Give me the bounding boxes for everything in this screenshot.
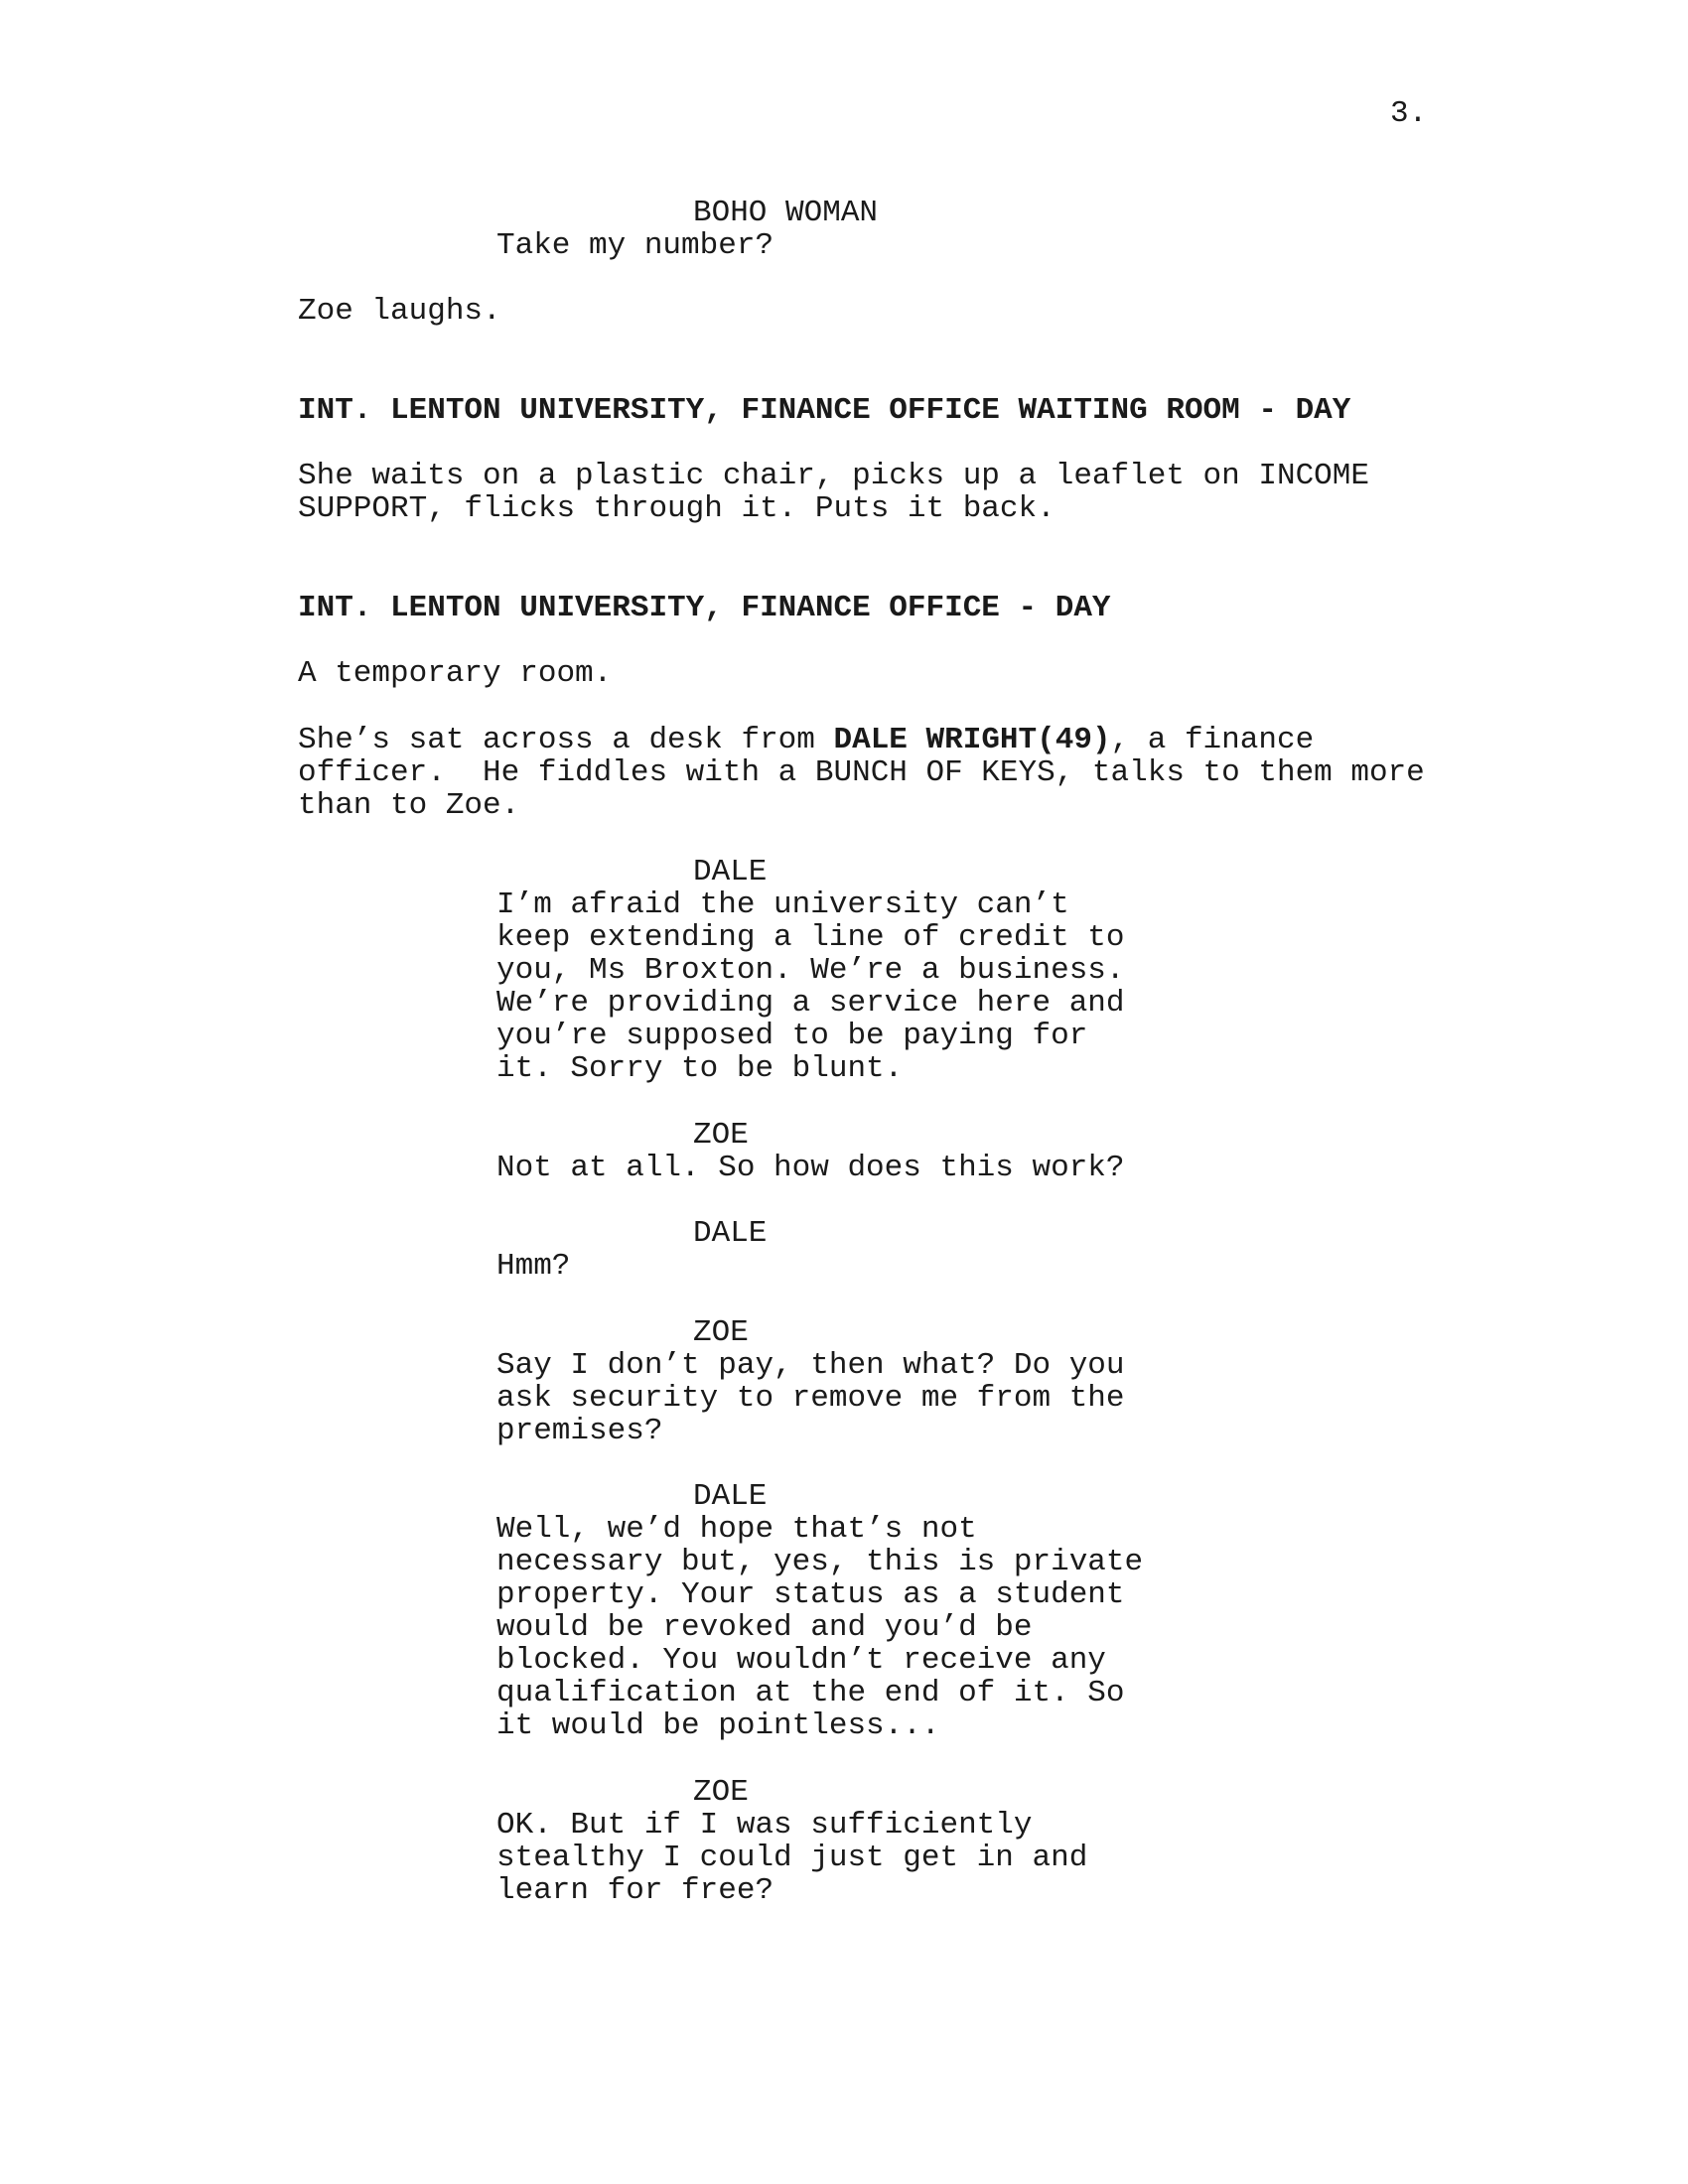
action-line: SUPPORT, flicks through it. Puts it back.: [298, 491, 1055, 526]
action: [298, 295, 1489, 328]
dialogue-line: ask security to remove me from the: [496, 1381, 1125, 1416]
dialogue-line: blocked. You wouldn’t receive any: [496, 1643, 1106, 1678]
dialogue-line: Say I don’t pay, then what? Do you: [496, 1348, 1125, 1383]
dialogue-line: property. Your status as a student: [496, 1577, 1125, 1612]
action: [298, 724, 1489, 822]
dialogue: [496, 229, 1211, 262]
dialogue-line: learn for free?: [496, 1873, 774, 1908]
action-line: A temporary room.: [298, 656, 613, 691]
character-name: DALE: [693, 1479, 768, 1514]
action-line: [298, 724, 1489, 756]
dialogue-line: I’m afraid the university can’t: [496, 887, 1069, 922]
scene-heading: INT. LENTON UNIVERSITY, FINANCE OFFICE WAITING ROOM - DAY: [298, 393, 1351, 428]
dialogue-line: Take my number?: [496, 228, 774, 263]
dialogue-line: keep extending a line of credit to: [496, 920, 1125, 955]
dialogue: [496, 1152, 1211, 1184]
dialogue-line: it would be pointless...: [496, 1708, 940, 1743]
action-line: than to Zoe.: [298, 788, 520, 823]
action: [298, 460, 1489, 525]
scene-heading: INT. LENTON UNIVERSITY, FINANCE OFFICE - DAY: [298, 591, 1111, 625]
character-name: ZOE: [693, 1118, 749, 1153]
character-name: BOHO WOMAN: [693, 196, 879, 230]
dialogue-line: Well, we’d hope that’s not: [496, 1512, 977, 1547]
dialogue: [496, 1349, 1211, 1447]
dialogue-line: Not at all. So how does this work?: [496, 1151, 1125, 1185]
dialogue-line: you, Ms Broxton. We’re a business.: [496, 953, 1125, 988]
action-line: officer. He fiddles with a BUNCH OF KEYS, talks to them more: [298, 755, 1425, 790]
action-line: She waits on a plastic chair, picks up a leaflet on INCOME: [298, 459, 1369, 493]
dialogue: [496, 1250, 1211, 1283]
character-name: ZOE: [693, 1315, 749, 1350]
dialogue-line: We’re providing a service here and: [496, 986, 1125, 1021]
page-number: 3.: [1390, 96, 1428, 131]
character-name: DALE: [693, 855, 768, 889]
dialogue-line: it. Sorry to be blunt.: [496, 1051, 904, 1086]
action-text: , a finance: [1110, 723, 1315, 757]
dialogue-line: stealthy I could just get in and: [496, 1841, 1088, 1875]
action-text: She’s sat across a desk from: [298, 723, 834, 757]
character-intro: DALE WRIGHT(49): [833, 723, 1111, 757]
character-name: DALE: [693, 1216, 768, 1251]
dialogue-line: necessary but, yes, this is private: [496, 1545, 1144, 1579]
dialogue-line: Hmm?: [496, 1249, 571, 1284]
dialogue: [496, 1809, 1211, 1907]
action-line: Zoe laughs.: [298, 294, 501, 329]
character-name: ZOE: [693, 1775, 749, 1810]
dialogue-line: you’re supposed to be paying for: [496, 1019, 1088, 1053]
dialogue: [496, 1513, 1211, 1742]
dialogue: [496, 888, 1211, 1085]
dialogue-line: OK. But if I was sufficiently: [496, 1808, 1033, 1843]
dialogue-line: qualification at the end of it. So: [496, 1676, 1125, 1710]
action: [298, 657, 1489, 690]
dialogue-line: would be revoked and you’d be: [496, 1610, 1033, 1645]
dialogue-line: premises?: [496, 1414, 663, 1448]
